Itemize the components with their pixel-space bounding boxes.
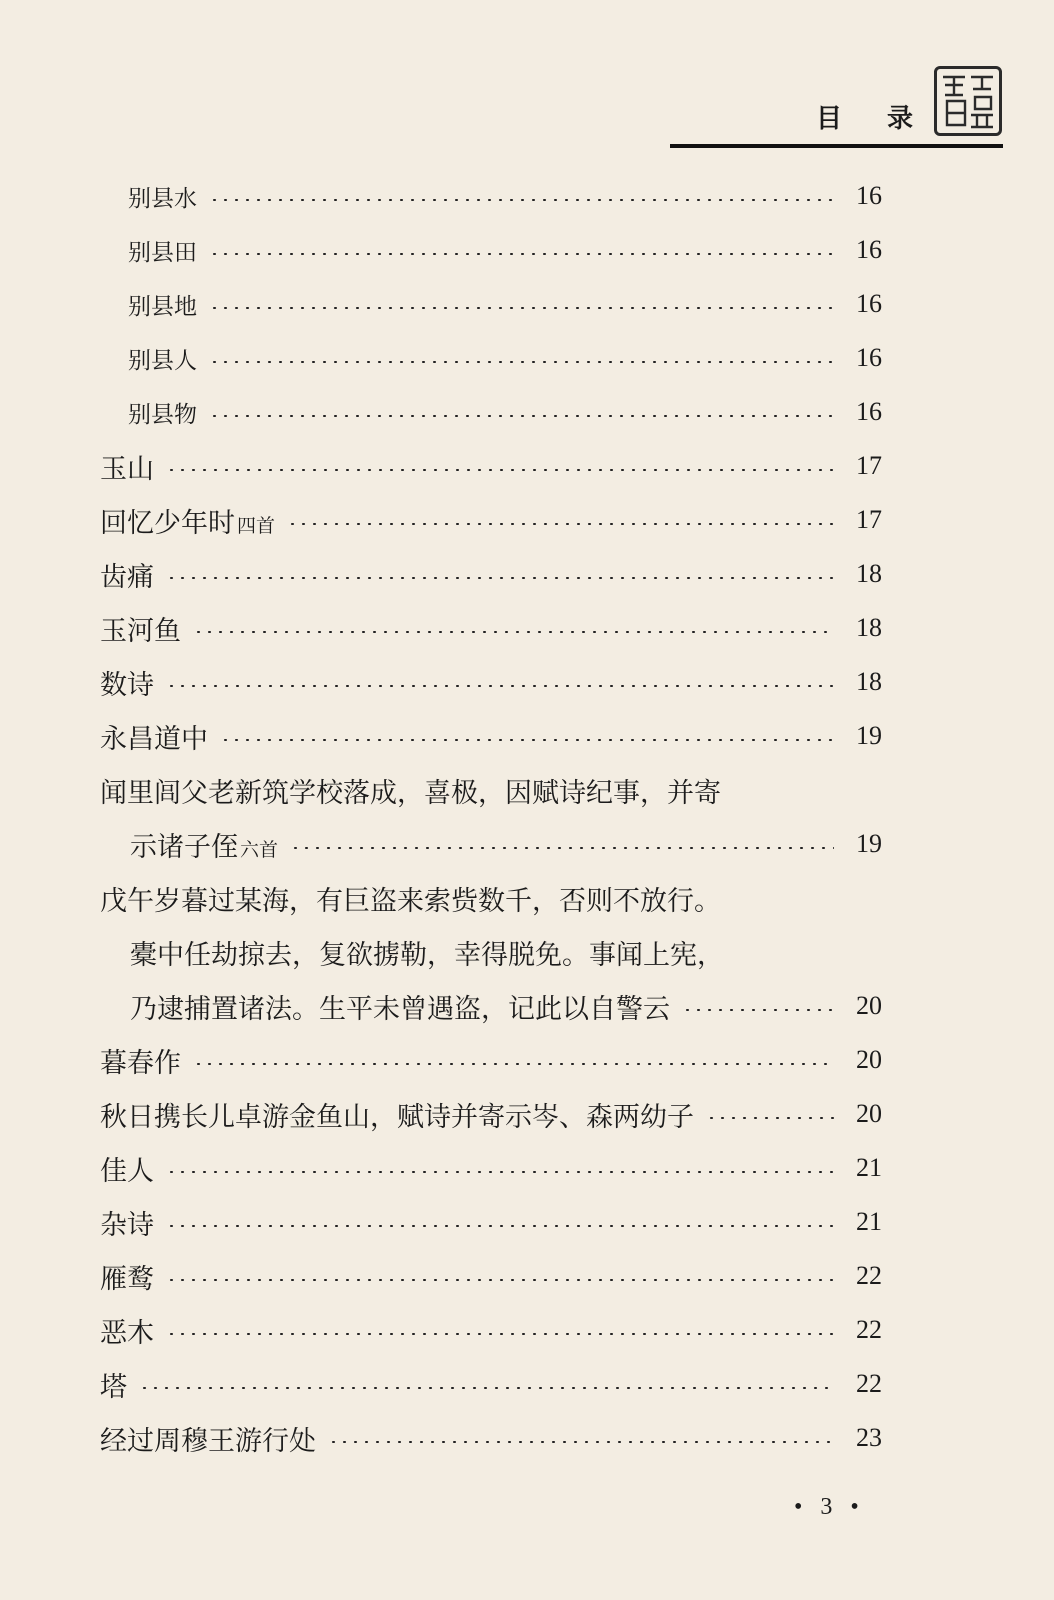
toc-entry-note: 六首 bbox=[240, 838, 279, 861]
dot-leader bbox=[166, 1171, 834, 1173]
toc-entry[interactable] bbox=[128, 284, 882, 324]
toc-entry-page: 16 bbox=[856, 289, 882, 318]
toc-entry-title: 别县地 bbox=[128, 293, 197, 320]
toc-entry-title: 经过周穆王游行处 bbox=[100, 1425, 316, 1457]
toc-entry[interactable] bbox=[100, 716, 882, 756]
toc-entry-page: 20 bbox=[856, 991, 882, 1020]
toc-entry-page: 18 bbox=[856, 613, 882, 642]
toc-entry-page: 21 bbox=[856, 1153, 882, 1182]
toc-entry-page: 19 bbox=[856, 721, 882, 750]
dot-leader bbox=[328, 1441, 834, 1443]
toc-entry-title: 数诗 bbox=[100, 669, 154, 701]
toc-entry-title: 别县田 bbox=[128, 239, 197, 266]
toc-entry-page: 19 bbox=[856, 829, 882, 858]
toc-entry-continued[interactable] bbox=[130, 932, 882, 972]
toc-entry-title: 闻里闾父老新筑学校落成，喜极，因赋诗纪事，并寄 bbox=[100, 777, 721, 809]
dot-leader bbox=[166, 685, 834, 687]
toc-entry-page: 20 bbox=[856, 1099, 882, 1128]
toc-entry-title: 杂诗 bbox=[100, 1209, 154, 1241]
toc-entry-continued[interactable] bbox=[100, 878, 882, 918]
toc-entry-page: 16 bbox=[856, 181, 882, 210]
toc-entry-title: 乃逮捕置诸法。生平未曾遇盗，记此以自警云 bbox=[130, 993, 670, 1025]
page-title: 目 录 bbox=[816, 104, 932, 134]
toc-entry-page: 16 bbox=[856, 397, 882, 426]
toc-entry-page: 20 bbox=[856, 1045, 882, 1074]
dot-leader bbox=[209, 199, 834, 201]
toc-entry-title: 永昌道中 bbox=[100, 723, 208, 755]
dot-leader bbox=[166, 1279, 834, 1281]
toc-entry[interactable] bbox=[100, 662, 882, 702]
toc-entry-page: 22 bbox=[856, 1369, 882, 1398]
toc-entry[interactable] bbox=[100, 1310, 882, 1350]
toc-entry-title: 别县物 bbox=[128, 401, 197, 428]
toc-entry-page: 22 bbox=[856, 1261, 882, 1290]
toc-entry-page: 23 bbox=[856, 1423, 882, 1452]
toc-entry-title: 塔 bbox=[100, 1371, 127, 1403]
dot-leader bbox=[166, 1225, 834, 1227]
toc-entry-page: 17 bbox=[856, 451, 882, 480]
toc-entry[interactable] bbox=[100, 1094, 882, 1134]
toc-entry-title: 恶木 bbox=[100, 1317, 154, 1349]
toc-entry-page: 17 bbox=[856, 505, 882, 534]
dot-leader bbox=[209, 307, 834, 309]
toc-entry[interactable] bbox=[128, 230, 882, 270]
toc-entry-title: 示诸子侄 六首 bbox=[130, 831, 279, 863]
dot-leader bbox=[209, 253, 834, 255]
toc-entry[interactable] bbox=[100, 1418, 882, 1458]
page-number: • 3 • bbox=[794, 1494, 865, 1520]
toc-entry-note: 四首 bbox=[237, 514, 276, 537]
toc-entry-page: 22 bbox=[856, 1315, 882, 1344]
toc-entry-page: 18 bbox=[856, 667, 882, 696]
toc-entry[interactable] bbox=[100, 1256, 882, 1296]
dot-leader bbox=[166, 577, 834, 579]
dot-leader bbox=[706, 1117, 834, 1119]
toc-entry[interactable] bbox=[128, 176, 882, 216]
dot-leader bbox=[166, 1333, 834, 1335]
dot-leader bbox=[209, 361, 834, 363]
toc-entry[interactable] bbox=[128, 392, 882, 432]
toc-entry[interactable] bbox=[100, 554, 882, 594]
toc-entry[interactable] bbox=[100, 500, 882, 540]
toc-entry[interactable] bbox=[100, 1202, 882, 1242]
toc-entry[interactable] bbox=[100, 446, 882, 486]
toc-entry-title: 回忆少年时 四首 bbox=[100, 507, 276, 539]
toc-entry[interactable] bbox=[130, 986, 882, 1026]
toc-entry-page: 18 bbox=[856, 559, 882, 588]
toc-entry-title: 玉山 bbox=[100, 453, 154, 485]
header-rule bbox=[670, 144, 1003, 148]
toc-entry-title: 雁鹜 bbox=[100, 1263, 154, 1295]
dot-leader bbox=[287, 523, 834, 525]
toc-entry-title: 别县水 bbox=[128, 185, 197, 212]
toc-entry-page: 16 bbox=[856, 343, 882, 372]
toc-entry[interactable] bbox=[100, 1364, 882, 1404]
dot-leader bbox=[220, 739, 834, 741]
toc-entry-title: 橐中任劫掠去，复欲掳勒，幸得脱免。事闻上宪， bbox=[130, 939, 724, 971]
dot-leader bbox=[193, 631, 834, 633]
toc-entry[interactable] bbox=[130, 824, 882, 864]
seal-glyphs-icon bbox=[937, 69, 999, 133]
toc-entry-title: 戊午岁暮过某海，有巨盗来索赀数千，否则不放行。 bbox=[100, 885, 721, 917]
dot-leader bbox=[209, 415, 834, 417]
toc-entry-title: 齿痛 bbox=[100, 561, 154, 593]
toc-entry-title: 别县人 bbox=[128, 347, 197, 374]
toc-entry[interactable] bbox=[128, 338, 882, 378]
toc-entry-title: 秋日携长儿卓游金鱼山，赋诗并寄示岑、森两幼子 bbox=[100, 1101, 694, 1133]
toc-entry-title: 暮春作 bbox=[100, 1047, 181, 1079]
toc-entry-title: 佳人 bbox=[100, 1155, 154, 1187]
toc-entry-title: 玉河鱼 bbox=[100, 615, 181, 647]
toc-entry-page: 21 bbox=[856, 1207, 882, 1236]
toc-entry[interactable] bbox=[100, 1040, 882, 1080]
seal-stamp bbox=[934, 66, 1002, 136]
toc-entry-page: 16 bbox=[856, 235, 882, 264]
dot-leader bbox=[682, 1009, 834, 1011]
dot-leader bbox=[290, 847, 834, 849]
toc-entry[interactable] bbox=[100, 608, 882, 648]
dot-leader bbox=[166, 469, 834, 471]
toc-entry-continued[interactable] bbox=[100, 770, 882, 810]
dot-leader bbox=[139, 1387, 834, 1389]
dot-leader bbox=[193, 1063, 834, 1065]
toc-entry[interactable] bbox=[100, 1148, 882, 1188]
